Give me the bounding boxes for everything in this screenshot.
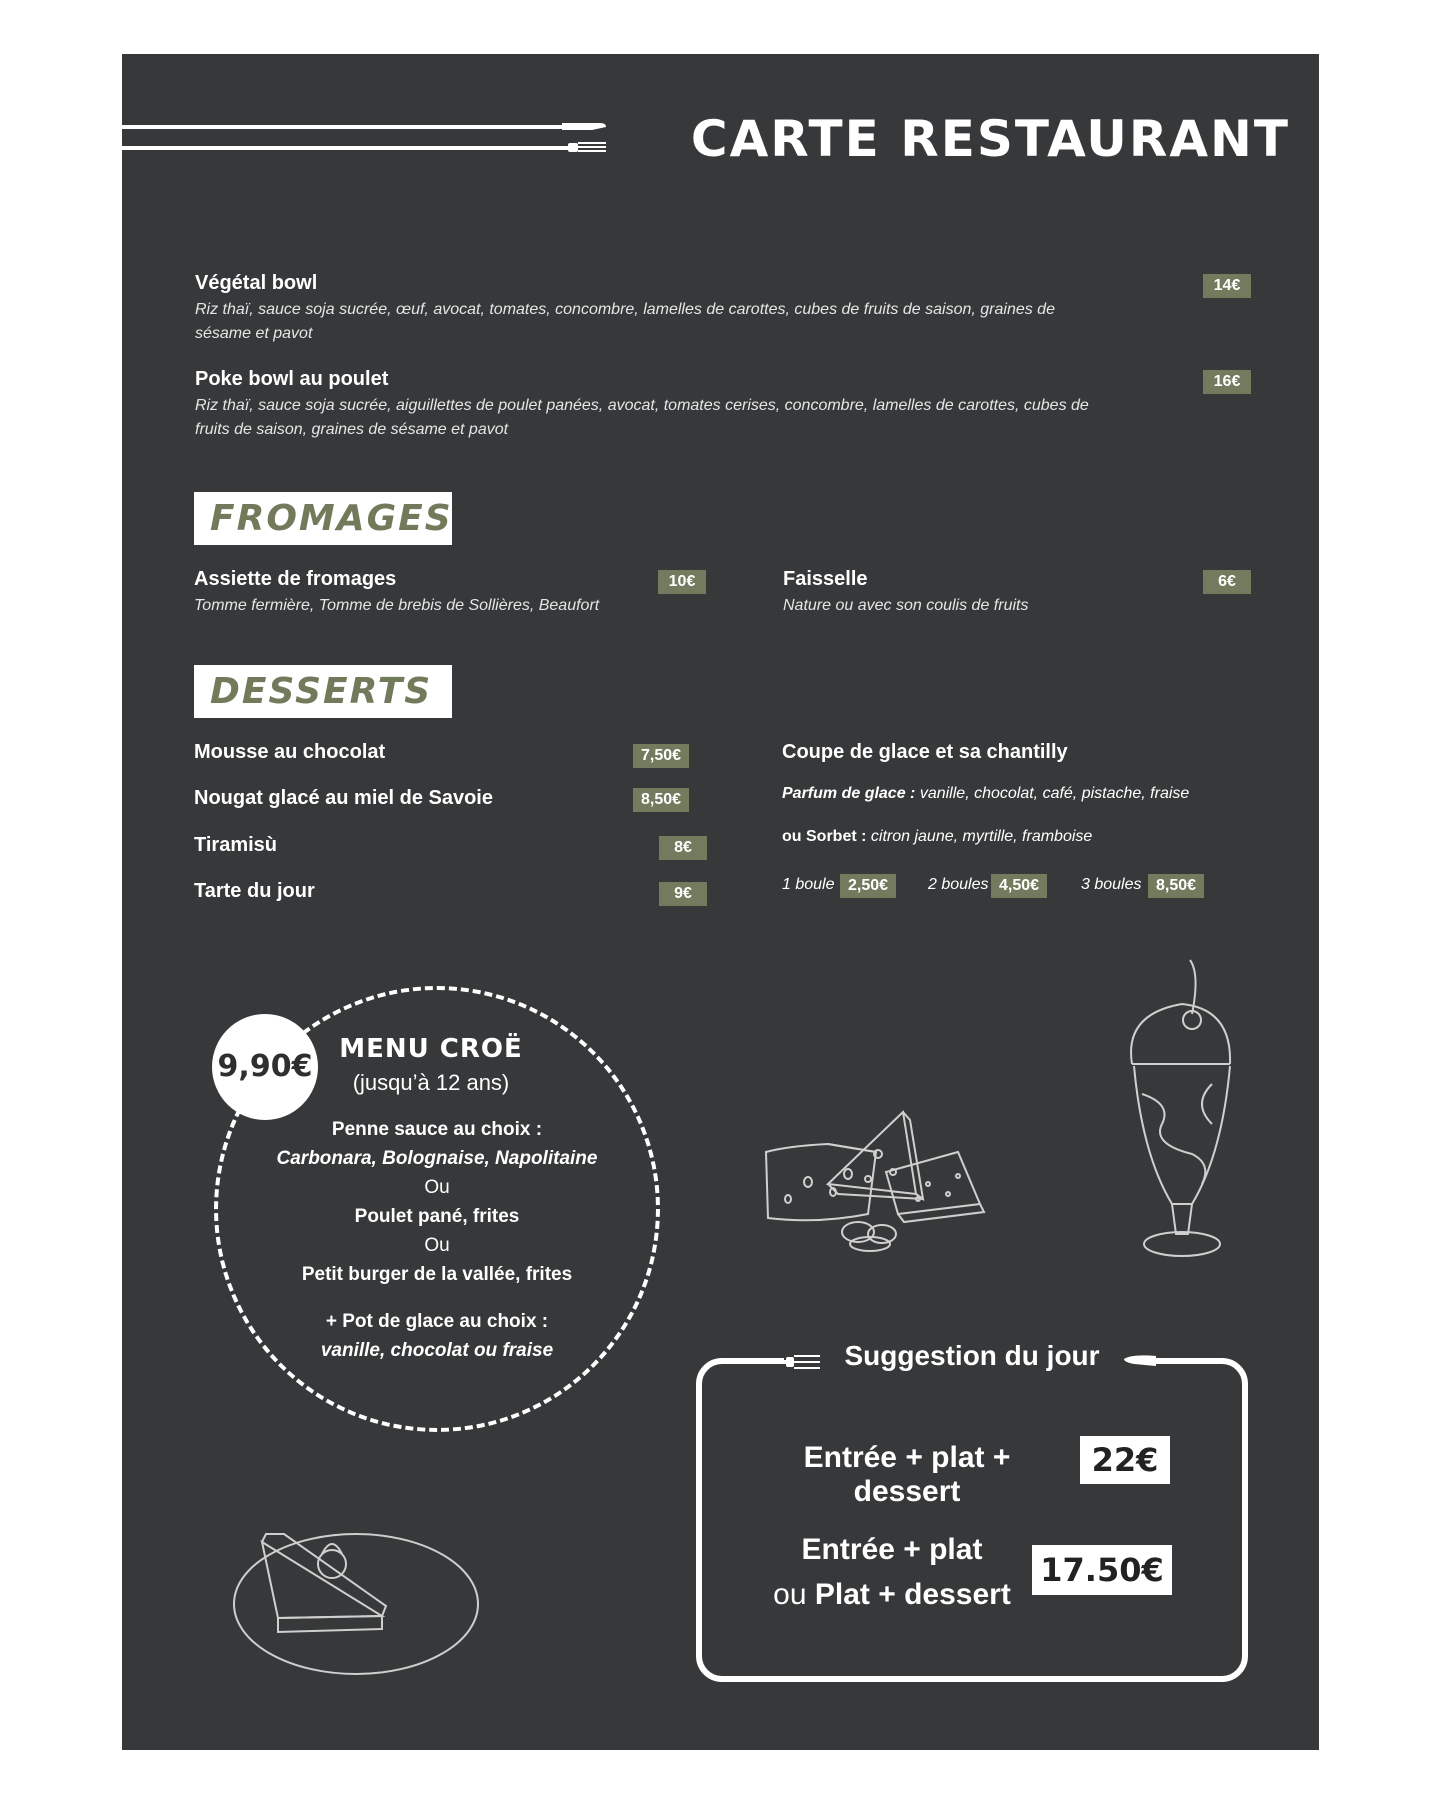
boule-2-label: 2 boules: [928, 876, 989, 893]
cutlery-lines-icon: [122, 122, 612, 162]
dessert-nougat-price: 8,50€: [633, 788, 689, 812]
menu-enfant-line1: Penne sauce au choix :: [331, 1119, 543, 1140]
dessert-mousse-name: Mousse au chocolat: [194, 741, 386, 763]
boule-3-label: 3 boules: [1081, 876, 1142, 893]
boule-1-label: 1 boule: [782, 876, 835, 893]
fromage-faisselle-desc: Nature ou avec son coulis de fruits: [783, 597, 1029, 614]
sorbet-line: [782, 828, 1092, 846]
bowl-poulet-name: Poke bowl au poulet: [195, 368, 389, 390]
section-title-fromages: FROMAGES: [194, 492, 452, 545]
milkshake-illustration-icon: [1112, 954, 1252, 1284]
menu-enfant-line3: Poulet pané, frites: [354, 1206, 520, 1227]
menu-enfant-or2: Ou: [424, 1235, 450, 1256]
boule-1-price: 2,50€: [840, 874, 896, 898]
parfum-glace-line: [782, 785, 1189, 803]
suggestion-title: Suggestion du jour: [844, 1340, 1100, 1371]
section-title-desserts: DESSERTS: [194, 665, 452, 718]
suggestion-formula1: Entrée + plat + dessert: [803, 1441, 1011, 1508]
menu-enfant-subtitle: (jusqu’à 12 ans): [352, 1070, 510, 1095]
boule-3-price: 8,50€: [1148, 874, 1204, 898]
boule-2-price: 4,50€: [991, 874, 1047, 898]
suggestion-formula2-line1: Entrée + plat: [801, 1533, 983, 1566]
dessert-tiramisu-name: Tiramisù: [194, 834, 277, 856]
dessert-tarte-name: Tarte du jour: [194, 880, 315, 902]
fork-icon: [750, 1350, 822, 1374]
dessert-nougat-name: Nougat glacé au miel de Savoie: [194, 787, 493, 809]
sorbet-values: citron jaune, myrtille, framboise: [870, 828, 1093, 845]
suggestion-price2: 17.50€: [1032, 1545, 1172, 1595]
fromage-assiette-price: 10€: [658, 570, 706, 594]
fromage-faisselle-price: 6€: [1203, 570, 1251, 594]
suggestion-price1: 22€: [1080, 1436, 1170, 1484]
menu-enfant-or1: Ou: [424, 1177, 450, 1198]
parfum-values: vanille, chocolat, café, pistache, fraise: [919, 785, 1190, 802]
fromage-assiette-name: Assiette de fromages: [194, 568, 397, 590]
bowl-vegetal-price: 14€: [1203, 274, 1251, 298]
suggestion-formula2-line2: [758, 1578, 1026, 1612]
menu-enfant-line2: Carbonara, Bolognaise, Napolitaine: [276, 1148, 598, 1169]
menu-enfant-line6: vanille, chocolat ou fraise: [320, 1340, 554, 1361]
menu-enfant-line5: + Pot de glace au choix :: [325, 1311, 549, 1332]
suggestion-formula2-text: Plat + dessert: [814, 1578, 1011, 1611]
cheese-illustration-icon: [758, 1054, 1018, 1304]
bowl-vegetal-desc: Riz thaï, sauce soja sucrée, œuf, avocat, tomates, concombre, lamelles de carottes, cubes de fruits de saison, graines de sésame et pavot: [195, 301, 1055, 342]
dessert-mousse-price: 7,50€: [633, 744, 689, 768]
pie-illustration-icon: [222, 1494, 482, 1684]
fromage-assiette-desc: Tomme fermière, Tomme de brebis de Sollières, Beaufort: [194, 597, 600, 614]
sorbet-label: ou Sorbet :: [782, 828, 867, 845]
dessert-tarte-price: 9€: [659, 882, 707, 906]
parfum-label: Parfum de glace :: [782, 785, 916, 802]
suggestion-box: [696, 1358, 1248, 1682]
menu-board: [122, 54, 1319, 1750]
bowl-vegetal-name: Végétal bowl: [195, 272, 318, 294]
menu-enfant-line4: Petit burger de la vallée, frites: [301, 1264, 573, 1285]
coupe-glace-name: Coupe de glace et sa chantilly: [782, 741, 1068, 763]
bowl-poulet-desc: Riz thaï, sauce soja sucrée, aiguillettes de poulet panées, avocat, tomates cerises, concombre, lamelles de carottes, cubes de fruits de saison, graines de sésame et pavot: [195, 397, 1089, 438]
menu-enfant-price: 9,90€: [212, 1014, 318, 1120]
knife-icon: [1122, 1350, 1192, 1374]
bowl-poulet-price: 16€: [1203, 370, 1251, 394]
fromage-faisselle-name: Faisselle: [783, 568, 868, 590]
dessert-tiramisu-price: 8€: [659, 836, 707, 860]
page-title: CARTE RESTAURANT: [690, 110, 1290, 168]
menu-enfant-title: MENU CROË: [339, 1034, 523, 1064]
suggestion-formula2-prefix: ou: [773, 1578, 815, 1611]
